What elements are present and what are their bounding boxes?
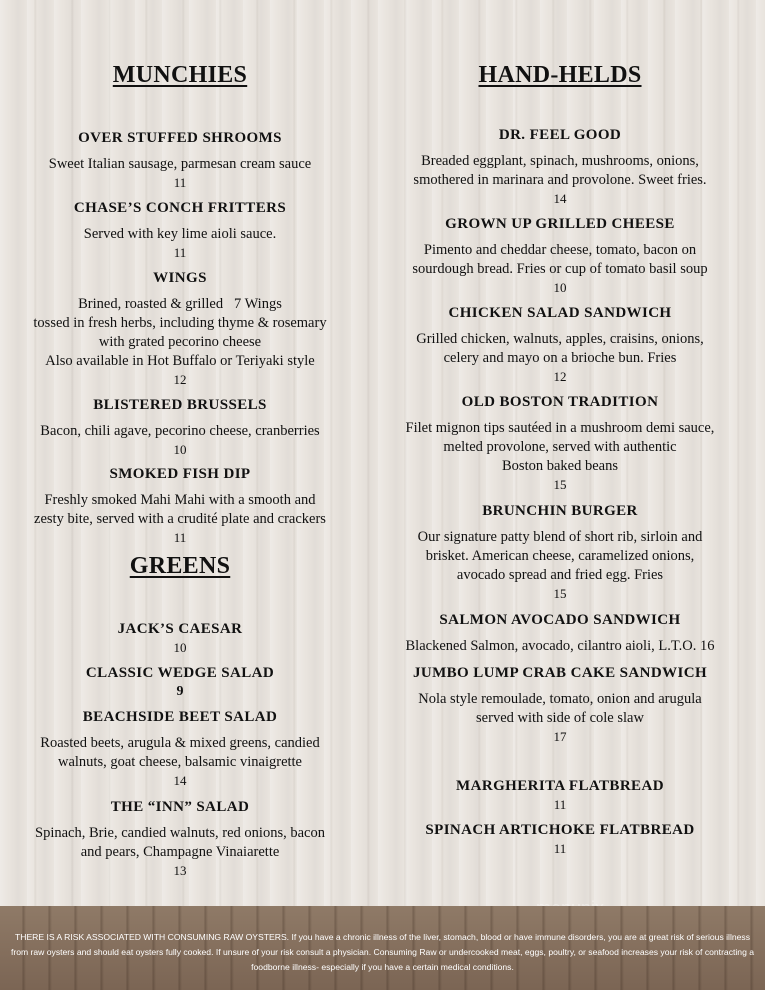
section-title-greens: GREENS	[129, 553, 231, 579]
desc-line: tossed in fresh herbs, including thyme & rosemary	[33, 315, 327, 331]
item-desc: Served with key lime aioli sauce.	[83, 226, 277, 242]
item-name: JACK’S CAESAR	[117, 621, 243, 637]
item-name: GROWN UP GRILLED CHEESE	[445, 216, 675, 232]
desc-line: Filet mignon tips sautéed in a mushroom demi sauce,	[405, 420, 715, 436]
item-price: 11	[173, 245, 187, 260]
item-price: 14	[173, 773, 187, 788]
desc-line: avocado spread and fried egg. Fries	[456, 567, 664, 583]
item-desc	[360, 419, 760, 476]
item-price: 10	[173, 442, 187, 457]
menu-item	[360, 611, 760, 656]
raw-oyster-warning: THERE IS A RISK ASSOCIATED WITH CONSUMING RAW OYSTERS. If you have a chronic illness of the liver, stomach, blood or have immune disorders, you are at great risk of serious illness from raw oysters and should eat oysters fully cooked. If unsure of your risk consult a physician. Consuming Raw or undercooked meat, eggs, poultry, or seafood increases your risk of contracting a foodborne illness- especially if you have a certain medical conditions.	[10, 932, 755, 972]
section-title-handhelds: HAND-HELDS	[478, 62, 642, 88]
menu-item	[0, 269, 360, 388]
item-desc	[360, 152, 760, 190]
item-price: 11	[173, 175, 187, 190]
desc-line: Also available in Hot Buffalo or Teriyaki style	[45, 353, 315, 369]
item-desc	[360, 528, 760, 585]
item-price: 13	[173, 863, 187, 878]
desc-line: walnuts, goat cheese, balsamic vinaigrette	[58, 754, 302, 770]
desc-line: Roasted beets, arugula & mixed greens, candied	[40, 735, 320, 751]
item-price: 15	[553, 477, 567, 492]
item-price: 12	[173, 372, 187, 387]
item-desc: Sweet Italian sausage, parmesan cream sauce	[48, 156, 312, 172]
item-desc	[0, 491, 360, 529]
item-price: 11	[553, 797, 567, 812]
item-name: MARGHERITA FLATBREAD	[456, 778, 664, 794]
desc-line: smothered in marinara and provolone. Sweet fries.	[413, 172, 707, 188]
menu-item	[360, 821, 760, 857]
desc-line: celery and mayo on a brioche bun. Fries	[443, 350, 677, 366]
menu-item	[360, 777, 760, 813]
menu-item	[0, 396, 360, 458]
item-desc	[360, 330, 760, 368]
item-name: SPINACH ARTICHOKE FLATBREAD	[425, 822, 695, 838]
menu-item	[0, 199, 360, 261]
desc-line: Pimento and cheddar cheese, tomato, bacon on	[423, 242, 697, 258]
desc-line: Nola style remoulade, tomato, onion and arugula	[418, 691, 702, 707]
item-name: OVER STUFFED SHROOMS	[78, 130, 282, 146]
desc-line: served with side of cole slaw	[476, 710, 644, 726]
menu-item	[360, 502, 760, 602]
desc-line: Grilled chicken, walnuts, apples, craisins, onions,	[416, 331, 704, 347]
item-name: DR. FEEL GOOD	[498, 127, 622, 143]
menu-item	[360, 664, 760, 745]
right-column	[360, 0, 760, 900]
menu-item	[0, 129, 360, 191]
menu-item	[0, 798, 360, 879]
menu-item	[0, 620, 360, 656]
section-title-munchies: MUNCHIES	[112, 62, 248, 88]
menu-item	[0, 708, 360, 789]
item-desc: Bacon, chili agave, pecorino cheese, cranberries	[40, 423, 320, 439]
desc-line: Our signature patty blend of short rib, sirloin and	[417, 529, 703, 545]
item-name: BLISTERED BRUSSELS	[93, 397, 267, 413]
item-name: SMOKED FISH DIP	[109, 466, 251, 482]
item-price: 10	[173, 640, 187, 655]
item-desc	[360, 241, 760, 279]
item-name: CHASE’S CONCH FRITTERS	[73, 200, 287, 216]
item-name: CHICKEN SALAD SANDWICH	[448, 305, 672, 321]
item-price: 12	[553, 369, 567, 384]
left-column	[0, 0, 360, 900]
desc-line: Freshly smoked Mahi Mahi with a smooth and	[44, 492, 316, 508]
item-name: SALMON AVOCADO SANDWICH	[439, 612, 681, 628]
item-name: CLASSIC WEDGE SALAD	[85, 665, 275, 681]
desc-line: Boston baked beans	[502, 458, 618, 474]
desc-line: brisket. American cheese, caramelized onions,	[425, 548, 695, 564]
item-name: BEACHSIDE BEET SALAD	[82, 709, 278, 725]
item-price: 11	[553, 841, 567, 856]
footer-notice-bar	[0, 906, 765, 990]
item-price: 15	[553, 586, 567, 601]
item-desc	[0, 734, 360, 772]
desc-line: zesty bite, served with a crudité plate and crackers	[34, 511, 326, 527]
item-price: 14	[553, 191, 567, 206]
item-name: WINGS	[153, 270, 207, 286]
item-desc	[0, 824, 360, 862]
item-desc: Blackened Salmon, avocado, cilantro aioli, L.T.O. 16	[405, 638, 715, 654]
desc-line: Breaded eggplant, spinach, mushrooms, onions,	[421, 153, 699, 169]
item-price: 9	[176, 684, 184, 699]
item-desc	[0, 295, 360, 371]
item-desc	[360, 690, 760, 728]
item-price: 17	[553, 729, 567, 744]
desc-line: Brined, roasted & grilled 7 Wings	[78, 296, 282, 312]
item-name: THE “INN” SALAD	[110, 799, 250, 815]
menu-item	[360, 126, 760, 207]
desc-line: sourdough bread. Fries or cup of tomato basil soup	[412, 261, 708, 277]
menu-item	[360, 215, 760, 296]
menu-item	[0, 465, 360, 546]
menu-item	[0, 664, 360, 700]
menu-item	[360, 304, 760, 385]
desc-line: melted provolone, served with authentic	[443, 439, 677, 455]
item-price: 11	[173, 530, 187, 545]
desc-line: Spinach, Brie, candied walnuts, red onions, bacon	[35, 825, 325, 841]
desc-line: with grated pecorino cheese	[98, 334, 262, 350]
item-name: OLD BOSTON TRADITION	[461, 394, 659, 410]
menu-item	[360, 393, 760, 493]
item-name: BRUNCHIN BURGER	[482, 503, 638, 519]
desc-line: and pears, Champagne Vinaiarette	[80, 844, 280, 860]
item-name: JUMBO LUMP CRAB CAKE SANDWICH	[412, 665, 708, 681]
item-price: 10	[553, 280, 567, 295]
